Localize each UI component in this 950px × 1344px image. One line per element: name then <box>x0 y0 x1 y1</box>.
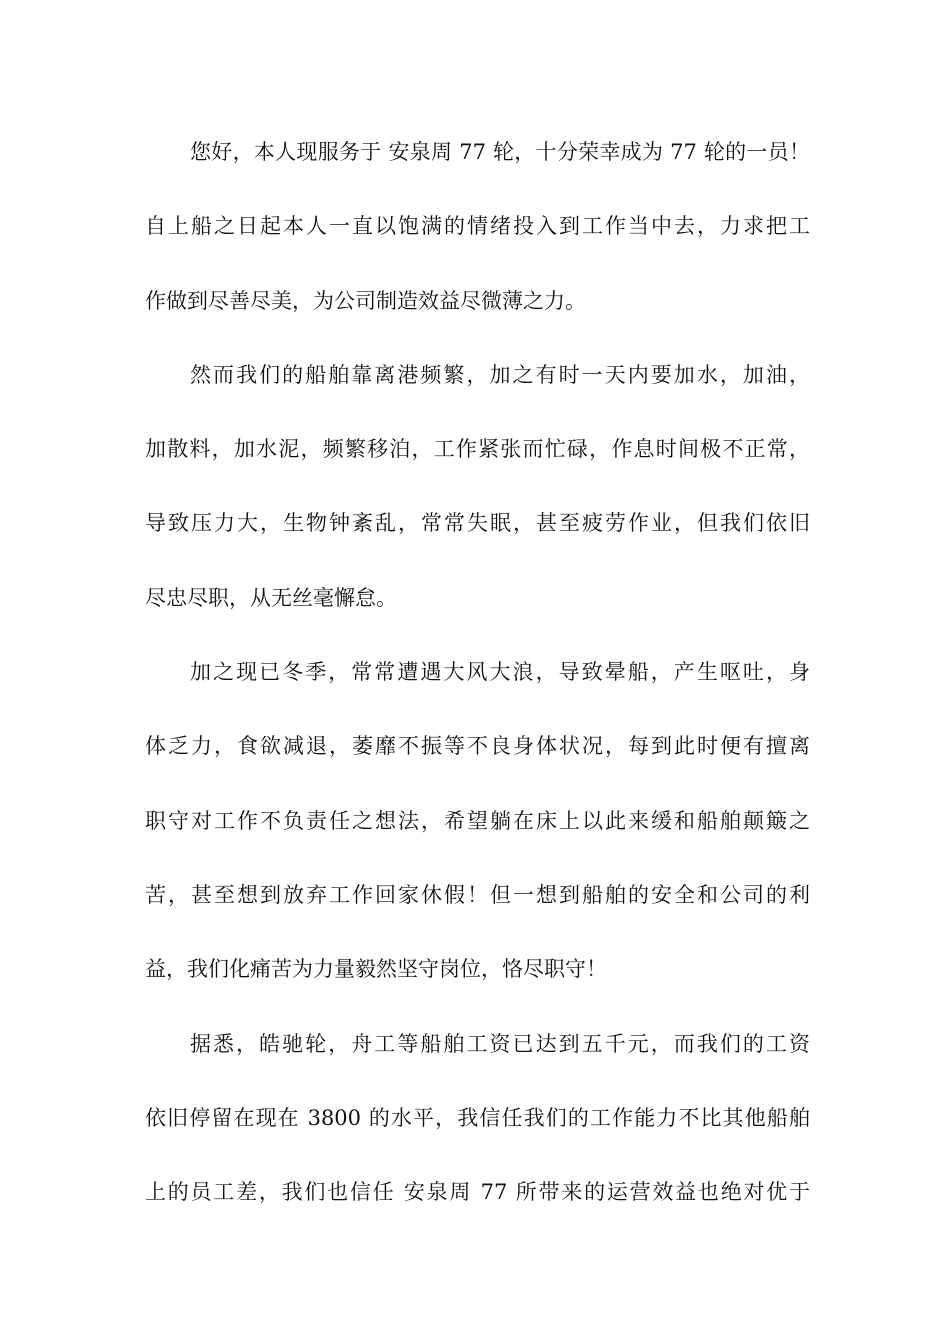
paragraph-3-line-1: 加之现已冬季，常常遭遇大风大浪，导致晕船，产生呕吐，身 <box>190 660 810 685</box>
paragraph-2-line-4: 尽忠尽职，从无丝毫懈怠。 <box>145 585 397 610</box>
paragraph-2-line-1: 然而我们的船舶靠离港频繁，加之有时一天内要加水，加油， <box>190 362 810 387</box>
paragraph-4-line-3: 上的员工差，我们也信任 安泉周 77 所带来的运营效益也绝对优于 <box>145 1180 810 1205</box>
paragraph-3-line-4: 苦，甚至想到放弃工作回家休假！但一想到船舶的安全和公司的利 <box>145 882 810 907</box>
paragraph-4-line-2: 依旧停留在现在 3800 的水平，我信任我们的工作能力不比其他船舶 <box>145 1105 810 1130</box>
document-body <box>145 128 810 1242</box>
paragraph-1-line-3: 作做到尽善尽美，为公司制造效益尽微薄之力。 <box>145 288 586 313</box>
paragraph-3-line-3: 职守对工作不负责任之想法，希望躺在床上以此来缓和船舶颠簸之 <box>145 808 810 833</box>
paragraph-2-line-3: 导致压力大，生物钟紊乱，常常失眠，甚至疲劳作业，但我们依旧 <box>145 511 810 536</box>
paragraph-1-line-1: 您好，本人现服务于 安泉周 77 轮，十分荣幸成为 77 轮的一员！ <box>190 140 810 164</box>
paragraph-2-line-2: 加散料，加水泥，频繁移泊，工作紧张而忙碌，作息时间极不正常， <box>145 437 810 462</box>
paragraph-3-line-2: 体乏力，食欲减退，萎靡不振等不良身体状况，每到此时便有擅离 <box>145 734 810 759</box>
paragraph-4-line-1: 据悉，皓驰轮，舟工等船舶工资已达到五千元，而我们的工资 <box>190 1031 810 1056</box>
paragraph-3-line-5: 益，我们化痛苦为力量毅然坚守岗位，恪尽职守！ <box>145 957 607 982</box>
paragraph-1-line-2: 自上船之日起本人一直以饱满的情绪投入到工作当中去，力求把工 <box>145 214 810 239</box>
